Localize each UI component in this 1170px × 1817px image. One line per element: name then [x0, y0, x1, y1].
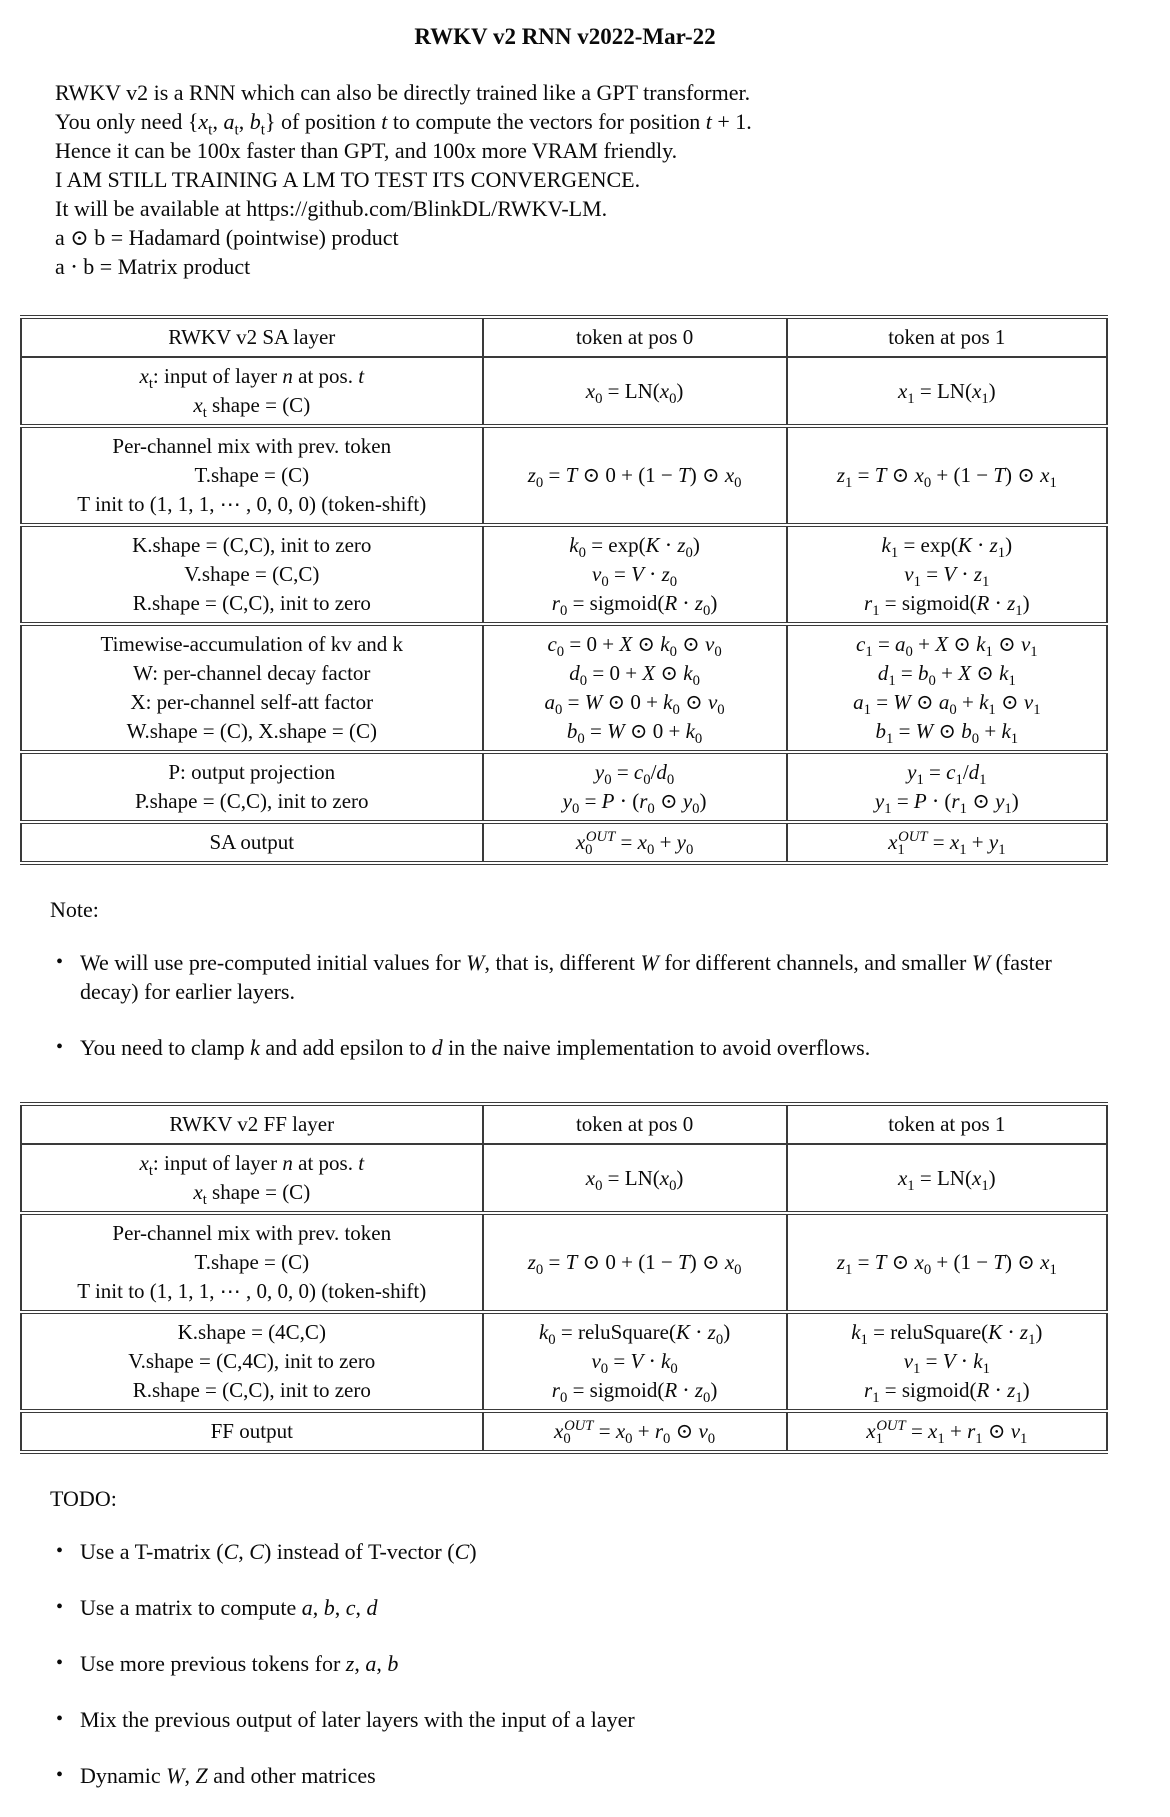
todo-list	[50, 1537, 1080, 1790]
table-row-input	[21, 1144, 1107, 1213]
formula-line: $z_1 = T$ ⊙ $x_0 + (1 - T)$ ⊙ $x_1$	[836, 463, 1057, 492]
row-label-cell	[21, 1411, 483, 1452]
todo-item: • Use more previous tokens for z, a, b	[50, 1649, 1080, 1678]
formula-line: $v_0 = V \cdot k_0$	[591, 1349, 678, 1378]
formula-line: $z_1 = T$ ⊙ $x_0 + (1 - T)$ ⊙ $x_1$	[836, 1250, 1057, 1279]
label-line: Per-channel mix with prev. token	[112, 434, 392, 458]
formula-cell-pos0	[483, 1411, 787, 1452]
formula-line: $v_1 = V \cdot z_1$	[904, 562, 990, 591]
note-item: • We will use pre-computed initial values for W, that is, different W for different channels, and smaller W (faster decay) for earlier layers.	[50, 948, 1080, 1006]
label-line: $x_t$ shape = (C)	[193, 1180, 311, 1209]
sa-header-pos1: token at pos 1	[787, 317, 1107, 357]
formula-line: $b_1 = W$ ⊙ $b_0 + k_1$	[875, 719, 1019, 748]
formula-line: $x_0 = LN(x_0)$	[585, 1165, 684, 1194]
formula-line: $x_0^{OUT} = x_0 + y_0$	[575, 829, 694, 859]
intro-line-hadamard: a ⊙ b = Hadamard (pointwise) product	[55, 225, 399, 250]
formula-line: $k_1$ = reluSquare(K ⋅ $z_1$)	[851, 1320, 1043, 1349]
label-line: T init to (1, 1, 1, ⋯ , 0, 0, 0) (token-shift)	[77, 492, 427, 516]
intro-line: Hence it can be 100x faster than GPT, and 100x more VRAM friendly.	[55, 138, 678, 163]
formula-line: $y_1 = P \cdot (r_1$ ⊙ $y_1$)	[874, 789, 1019, 818]
label-line: K.shape = (C,C), init to zero	[132, 533, 372, 557]
intro-line-matrix: a ⋅ b = Matrix product	[55, 254, 251, 279]
label-line: $x_t$: input of layer n at pos. t	[139, 1151, 365, 1180]
todo-item: • Dynamic W, Z and other matrices	[50, 1761, 1080, 1790]
todo-heading: TODO:	[50, 1486, 117, 1511]
formula-cell-pos1	[787, 822, 1107, 863]
formula-line: $v_0 = V \cdot z_0$	[592, 562, 678, 591]
label-line: Per-channel mix with prev. token	[112, 1221, 392, 1245]
formula-line: $d_1 = b_0 + X$ ⊙ $k_1$	[877, 661, 1016, 690]
label-line: T.shape = (C)	[194, 1250, 310, 1274]
formula-line: $x_1^{OUT} = x_1 + r_1$ ⊙ $v_1$	[866, 1418, 1028, 1448]
formula-line: $c_0 = 0 + X$ ⊙ $k_0$ ⊙ $v_0$	[547, 632, 722, 661]
formula-cell-pos1	[787, 525, 1107, 624]
formula-line: $c_1 = a_0 + X$ ⊙ $k_1$ ⊙ $v_1$	[856, 632, 1038, 661]
formula-cell-pos1	[787, 357, 1107, 426]
sa-header-pos0: token at pos 0	[483, 317, 787, 357]
formula-line: $a_1 = W$ ⊙ $a_0 + k_1$ ⊙ $v_1$	[853, 690, 1041, 719]
formula-cell-pos0	[483, 624, 787, 752]
row-label-cell	[21, 525, 483, 624]
label-line: $x_t$: input of layer n at pos. t	[139, 364, 365, 393]
formula-cell-pos0	[483, 822, 787, 863]
intro-line: You only need {$x_t$, $a_t$, $b_t$} of position t to compute the vectors for position t + 1.	[55, 109, 752, 139]
formula-cell-pos0	[483, 1213, 787, 1312]
label-line: W.shape = (C), X.shape = (C)	[126, 719, 377, 743]
row-label-cell	[21, 357, 483, 426]
label-line: V.shape = (C,C)	[184, 562, 320, 586]
formula-cell-pos1	[787, 1213, 1107, 1312]
label-line: W: per-channel decay factor	[133, 661, 371, 685]
formula-line: $z_0 = T$ ⊙ 0 + (1 − T) ⊙ $x_0$	[527, 1250, 742, 1279]
formula-cell-pos1	[787, 624, 1107, 752]
table-row-kvr	[21, 1312, 1107, 1411]
sa-header-layer: RWKV v2 SA layer	[21, 317, 483, 357]
row-label-cell	[21, 426, 483, 525]
formula-line: $x_0^{OUT} = x_0 + r_0$ ⊙ $v_0$	[554, 1418, 716, 1448]
table-row-ff-output	[21, 1411, 1107, 1452]
formula-cell-pos0	[483, 426, 787, 525]
formula-line: $r_1$ = sigmoid(R ⋅ $z_1$)	[864, 591, 1030, 620]
formula-line: $y_0 = P \cdot (r_0$ ⊙ $y_0$)	[562, 789, 707, 818]
ff-header-pos1: token at pos 1	[787, 1104, 1107, 1144]
ff-header-row	[21, 1104, 1107, 1144]
table-row-token-mix	[21, 1213, 1107, 1312]
formula-line: $d_0 = 0 + X$ ⊙ $k_0$	[569, 661, 700, 690]
row-label-cell	[21, 822, 483, 863]
formula-line: $x_1^{OUT} = x_1 + y_1$	[888, 829, 1006, 859]
formula-line: $z_0 = T$ ⊙ 0 + (1 − T) ⊙ $x_0$	[527, 463, 742, 492]
ff-header-pos0: token at pos 0	[483, 1104, 787, 1144]
intro-line: I AM STILL TRAINING A LM TO TEST ITS CONVERGENCE.	[55, 167, 641, 192]
formula-cell-pos1	[787, 1312, 1107, 1411]
ff-header-layer: RWKV v2 FF layer	[21, 1104, 483, 1144]
formula-line: $a_0 = W$ ⊙ $0 + k_0$ ⊙ $v_0$	[544, 690, 725, 719]
formula-line: $r_0$ = sigmoid(R ⋅ $z_0$)	[551, 1378, 718, 1407]
table-row-projection	[21, 752, 1107, 822]
ff-layer-table	[20, 1102, 1108, 1454]
formula-line: $y_0 = c_0/d_0$	[594, 760, 675, 789]
label-line: P: output projection	[168, 760, 336, 784]
todo-item: • Use a T-matrix (C, C) instead of T-vector (C)	[50, 1537, 1080, 1566]
table-row-accumulation	[21, 624, 1107, 752]
table-row-token-mix	[21, 426, 1107, 525]
label-line: $x_t$ shape = (C)	[193, 393, 311, 422]
label-line: K.shape = (4C,C)	[177, 1320, 326, 1344]
formula-line: $k_0$ = reluSquare(K ⋅ $z_0$)	[538, 1320, 731, 1349]
formula-line: $k_1 = \exp(K \cdot z_1)$	[881, 533, 1013, 562]
label-line: SA output	[209, 830, 295, 854]
formula-cell-pos0	[483, 752, 787, 822]
formula-cell-pos1	[787, 1411, 1107, 1452]
formula-cell-pos0	[483, 357, 787, 426]
formula-line: $v_1 = V \cdot k_1$	[903, 1349, 990, 1378]
formula-cell-pos1	[787, 752, 1107, 822]
table-row-kvr	[21, 525, 1107, 624]
intro-paragraph	[55, 78, 1130, 281]
todo-item: • Mix the previous output of later layers with the input of a layer	[50, 1705, 1080, 1734]
row-label-cell	[21, 624, 483, 752]
sa-header-row	[21, 317, 1107, 357]
label-line: R.shape = (C,C), init to zero	[132, 591, 371, 615]
formula-line: $x_0 = LN(x_0)$	[585, 378, 684, 407]
row-label-cell	[21, 1312, 483, 1411]
formula-line: $r_0$ = sigmoid(R ⋅ $z_0$)	[551, 591, 718, 620]
todo-item: • Use a matrix to compute a, b, c, d	[50, 1593, 1080, 1622]
label-line: R.shape = (C,C), init to zero	[132, 1378, 371, 1402]
intro-line: RWKV v2 is a RNN which can also be directly trained like a GPT transformer.	[55, 80, 751, 105]
label-line: Timewise-accumulation of kv and k	[100, 632, 404, 656]
formula-line: $r_1$ = sigmoid(R ⋅ $z_1$)	[864, 1378, 1030, 1407]
formula-line: $x_1 = LN(x_1)$	[897, 1165, 996, 1194]
formula-cell-pos0	[483, 525, 787, 624]
note-heading: Note:	[50, 897, 99, 922]
formula-line: $x_1 = LN(x_1)$	[897, 378, 996, 407]
formula-line: $b_0 = W$ ⊙ $0 + k_0$	[566, 719, 703, 748]
row-label-cell	[21, 752, 483, 822]
formula-cell-pos0	[483, 1144, 787, 1213]
intro-line-url: It will be available at https://github.com/BlinkDL/RWKV-LM.	[55, 196, 608, 221]
formula-line: $y_1 = c_1/d_1$	[907, 760, 987, 789]
formula-line: $k_0 = \exp(K \cdot z_0)$	[569, 533, 700, 562]
table-row-input	[21, 357, 1107, 426]
note-list	[50, 948, 1080, 1062]
table-row-sa-output	[21, 822, 1107, 863]
row-label-cell	[21, 1213, 483, 1312]
label-line: V.shape = (C,4C), init to zero	[128, 1349, 376, 1373]
label-line: T init to (1, 1, 1, ⋯ , 0, 0, 0) (token-shift)	[77, 1279, 427, 1303]
label-line: T.shape = (C)	[194, 463, 310, 487]
formula-cell-pos1	[787, 426, 1107, 525]
row-label-cell	[21, 1144, 483, 1213]
note-item: • You need to clamp k and add epsilon to d in the naive implementation to avoid overflows.	[50, 1033, 1080, 1062]
page-title: RWKV v2 RNN v2022-Mar-22	[414, 24, 716, 49]
label-line: X: per-channel self-att factor	[130, 690, 374, 714]
formula-cell-pos1	[787, 1144, 1107, 1213]
sa-layer-table	[20, 315, 1108, 865]
formula-cell-pos0	[483, 1312, 787, 1411]
label-line: FF output	[210, 1419, 293, 1443]
label-line: P.shape = (C,C), init to zero	[135, 789, 369, 813]
